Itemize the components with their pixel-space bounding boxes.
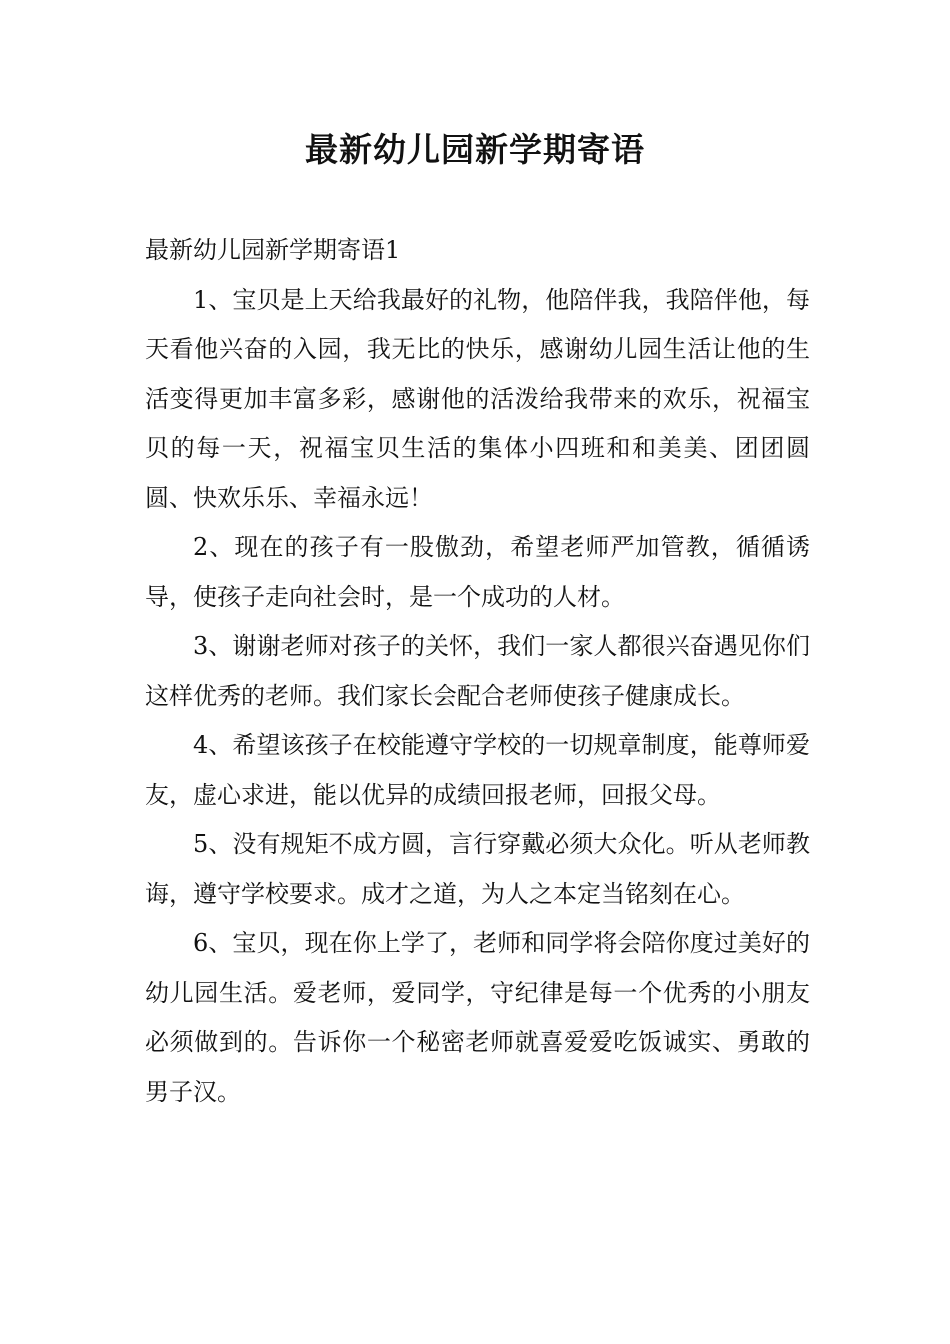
paragraph-5: 5、没有规矩不成方圆，言行穿戴必须大众化。听从老师教诲，遵守学校要求。成才之道，为人之本定当铭刻在心。 (145, 830, 810, 908)
paragraph-4: 4、希望该孩子在校能遵守学校的一切规章制度，能尊师爱友，虚心求进，能以优异的成绩回报老师，回报父母。 (145, 731, 810, 809)
paragraph-2: 2、现在的孩子有一股傲劲，希望老师严加管教，循循诱导，使孩子走向社会时，是一个成功的人材。 (145, 533, 810, 611)
paragraph-3: 3、谢谢老师对孩子的关怀，我们一家人都很兴奋遇见你们这样优秀的老师。我们家长会配合老师使孩子健康成长。 (145, 632, 810, 710)
document-title: 最新幼儿园新学期寄语 (305, 130, 645, 169)
paragraph-1: 1、宝贝是上天给我最好的礼物，他陪伴我，我陪伴他，每天看他兴奋的入园，我无比的快乐，感谢幼儿园生活让他的生活变得更加丰富多彩，感谢他的活泼给我带来的欢乐，祝福宝贝的每一天，祝福宝贝生活的集体小四班和和美美、团团圆圆、快欢乐乐、幸福永远！ (145, 285, 810, 512)
section-heading: 最新幼儿园新学期寄语1 (145, 236, 401, 264)
paragraph-6: 6、宝贝，现在你上学了，老师和同学将会陪你度过美好的幼儿园生活。爱老师，爱同学，守纪律是每一个优秀的小朋友必须做到的。告诉你一个秘密老师就喜爱爱吃饭诚实、勇敢的男子汉。 (145, 929, 810, 1106)
document-body (145, 226, 810, 1117)
